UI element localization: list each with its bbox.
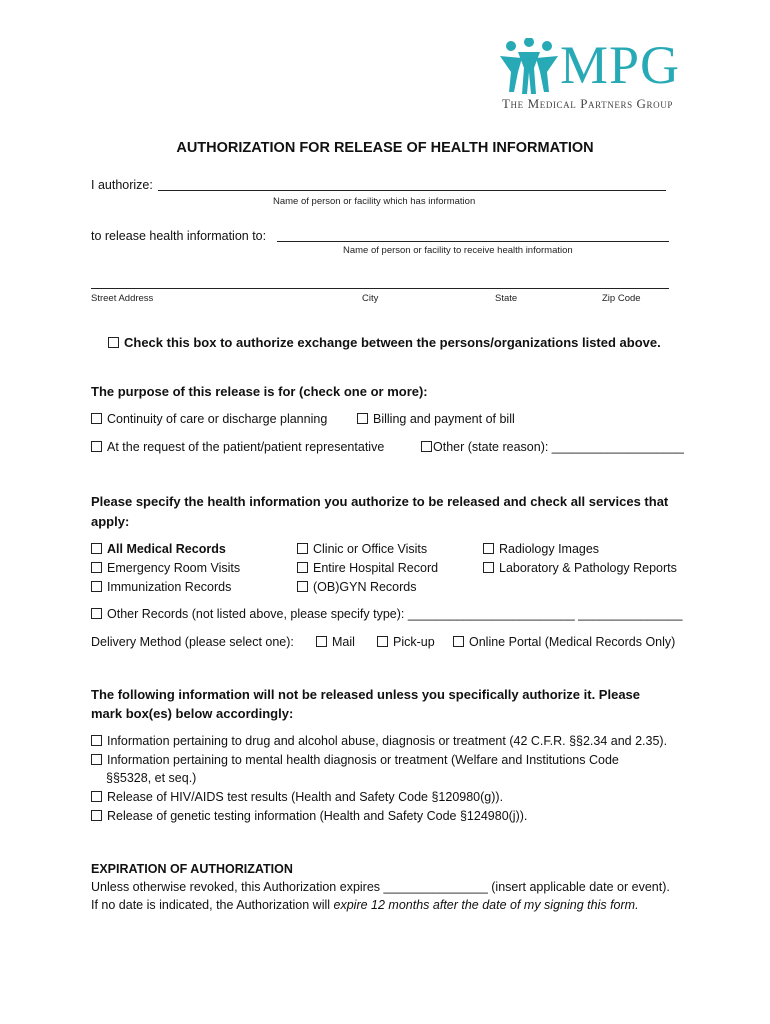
option-label: Information pertaining to drug and alcohol abuse, diagnosis or treatment (42 C.F.R. §§2.34 and 2.35). bbox=[107, 734, 668, 748]
purpose-other-option[interactable] bbox=[421, 440, 684, 454]
authorize-hint: Name of person or facility which has information bbox=[273, 196, 476, 207]
checkbox[interactable] bbox=[91, 791, 102, 802]
option-label: At the request of the patient/patient representative bbox=[107, 440, 385, 454]
release-to-label: to release health information to: bbox=[91, 229, 267, 243]
option-label: (OB)GYN Records bbox=[313, 580, 417, 594]
three-people-figures-icon bbox=[498, 38, 560, 100]
state-label: State bbox=[495, 293, 518, 304]
checkbox[interactable] bbox=[483, 543, 494, 554]
checkbox[interactable] bbox=[297, 543, 308, 554]
option-label: Emergency Room Visits bbox=[107, 561, 241, 575]
services-heading-line2: apply: bbox=[91, 514, 130, 529]
expiration-line1: Unless otherwise revoked, this Authorization expires _______________ (insert applicable date or event). bbox=[91, 880, 670, 894]
expiration-line2-italic: expire 12 months after the date of my signing this form. bbox=[333, 898, 639, 912]
service-other-records[interactable] bbox=[91, 607, 682, 621]
purpose-continuity-option[interactable] bbox=[91, 412, 327, 426]
delivery-portal-option[interactable] bbox=[453, 635, 675, 649]
service-lab-pathology[interactable] bbox=[483, 561, 677, 575]
service-immunization[interactable] bbox=[91, 580, 231, 594]
checkbox[interactable] bbox=[91, 413, 102, 424]
expiration-line2-prefix: If no date is indicated, the Authorization will bbox=[91, 898, 331, 912]
option-label: Mail bbox=[332, 635, 355, 649]
service-obgyn[interactable] bbox=[297, 580, 417, 594]
checkbox[interactable] bbox=[91, 735, 102, 746]
checkbox[interactable] bbox=[483, 562, 494, 573]
release-to-name-field[interactable] bbox=[277, 241, 669, 242]
purpose-heading: The purpose of this release is for (check one or more): bbox=[91, 384, 428, 399]
special-heading-line1: The following information will not be released unless you specifically authorize it. Please bbox=[91, 687, 641, 702]
expiration-heading: EXPIRATION OF AUTHORIZATION bbox=[91, 862, 293, 876]
service-clinic-visits[interactable] bbox=[297, 542, 427, 556]
purpose-billing-option[interactable] bbox=[357, 412, 515, 426]
checkbox[interactable] bbox=[421, 441, 432, 452]
option-label: Pick-up bbox=[393, 635, 435, 649]
special-genetic-option[interactable] bbox=[91, 809, 527, 823]
purpose-patient-request-option[interactable] bbox=[91, 440, 384, 454]
service-emergency-room[interactable] bbox=[91, 561, 240, 575]
option-label: Continuity of care or discharge planning bbox=[107, 412, 328, 426]
option-label: All Medical Records bbox=[107, 542, 226, 556]
service-radiology[interactable] bbox=[483, 542, 599, 556]
checkbox[interactable] bbox=[453, 636, 464, 647]
option-label: Billing and payment of bill bbox=[373, 412, 515, 426]
special-mental-health-option[interactable] bbox=[91, 753, 619, 767]
delivery-mail-option[interactable] bbox=[316, 635, 355, 649]
option-label: Laboratory & Pathology Reports bbox=[499, 561, 677, 575]
option-label: Immunization Records bbox=[107, 580, 232, 594]
address-field[interactable] bbox=[91, 288, 669, 289]
authorize-name-field[interactable] bbox=[158, 190, 666, 191]
checkbox[interactable] bbox=[297, 562, 308, 573]
release-to-hint: Name of person or facility to receive health information bbox=[343, 245, 573, 256]
checkbox[interactable] bbox=[297, 581, 308, 592]
expiration-line2 bbox=[91, 898, 639, 912]
checkbox[interactable] bbox=[91, 562, 102, 573]
option-label: Release of HIV/AIDS test results (Health and Safety Code §120980(g)). bbox=[107, 790, 504, 804]
special-hiv-option[interactable] bbox=[91, 790, 503, 804]
special-drug-alcohol-option[interactable] bbox=[91, 734, 667, 748]
authorize-label: I authorize: bbox=[91, 178, 153, 192]
service-hospital-record[interactable] bbox=[297, 561, 438, 575]
checkbox[interactable] bbox=[357, 413, 368, 424]
mpg-logo bbox=[498, 35, 708, 116]
special-mental-health-continued: §§5328, et seq.) bbox=[106, 771, 197, 785]
street-address-label: Street Address bbox=[91, 293, 154, 304]
checkbox[interactable] bbox=[91, 441, 102, 452]
zip-code-label: Zip Code bbox=[602, 293, 641, 304]
option-label: Other (state reason): ___________________ bbox=[433, 440, 684, 454]
service-all-medical-records[interactable] bbox=[91, 542, 226, 556]
option-label: Radiology Images bbox=[499, 542, 600, 556]
exchange-checkbox[interactable] bbox=[108, 337, 119, 348]
logo-brand-text: MPG bbox=[560, 35, 681, 95]
delivery-pickup-option[interactable] bbox=[377, 635, 435, 649]
checkbox[interactable] bbox=[316, 636, 327, 647]
checkbox[interactable] bbox=[91, 754, 102, 765]
city-label: City bbox=[362, 293, 379, 304]
option-label: Release of genetic testing information (Health and Safety Code §124980(j)). bbox=[107, 809, 528, 823]
checkbox[interactable] bbox=[91, 581, 102, 592]
option-label: Clinic or Office Visits bbox=[313, 542, 428, 556]
checkbox[interactable] bbox=[91, 608, 102, 619]
option-label: Other Records (not listed above, please specify type): ________________________ _______________ bbox=[107, 607, 683, 621]
special-heading-line2: mark box(es) below accordingly: bbox=[91, 706, 294, 721]
exchange-checkbox-label: Check this box to authorize exchange between the persons/organizations listed above. bbox=[124, 335, 661, 350]
services-heading-line1: Please specify the health information you authorize to be released and check all services that bbox=[91, 494, 669, 509]
checkbox[interactable] bbox=[91, 543, 102, 554]
delivery-label: Delivery Method (please select one): bbox=[91, 635, 294, 649]
logo-tagline: The Medical Partners Group bbox=[502, 96, 673, 111]
checkbox[interactable] bbox=[91, 810, 102, 821]
option-label: Information pertaining to mental health diagnosis or treatment (Welfare and Institutions Code bbox=[107, 753, 619, 767]
exchange-checkbox-row[interactable] bbox=[108, 335, 661, 350]
option-label: Online Portal (Medical Records Only) bbox=[469, 635, 676, 649]
checkbox[interactable] bbox=[377, 636, 388, 647]
page-title: AUTHORIZATION FOR RELEASE OF HEALTH INFORMATION bbox=[176, 140, 594, 156]
option-label: Entire Hospital Record bbox=[313, 561, 439, 575]
